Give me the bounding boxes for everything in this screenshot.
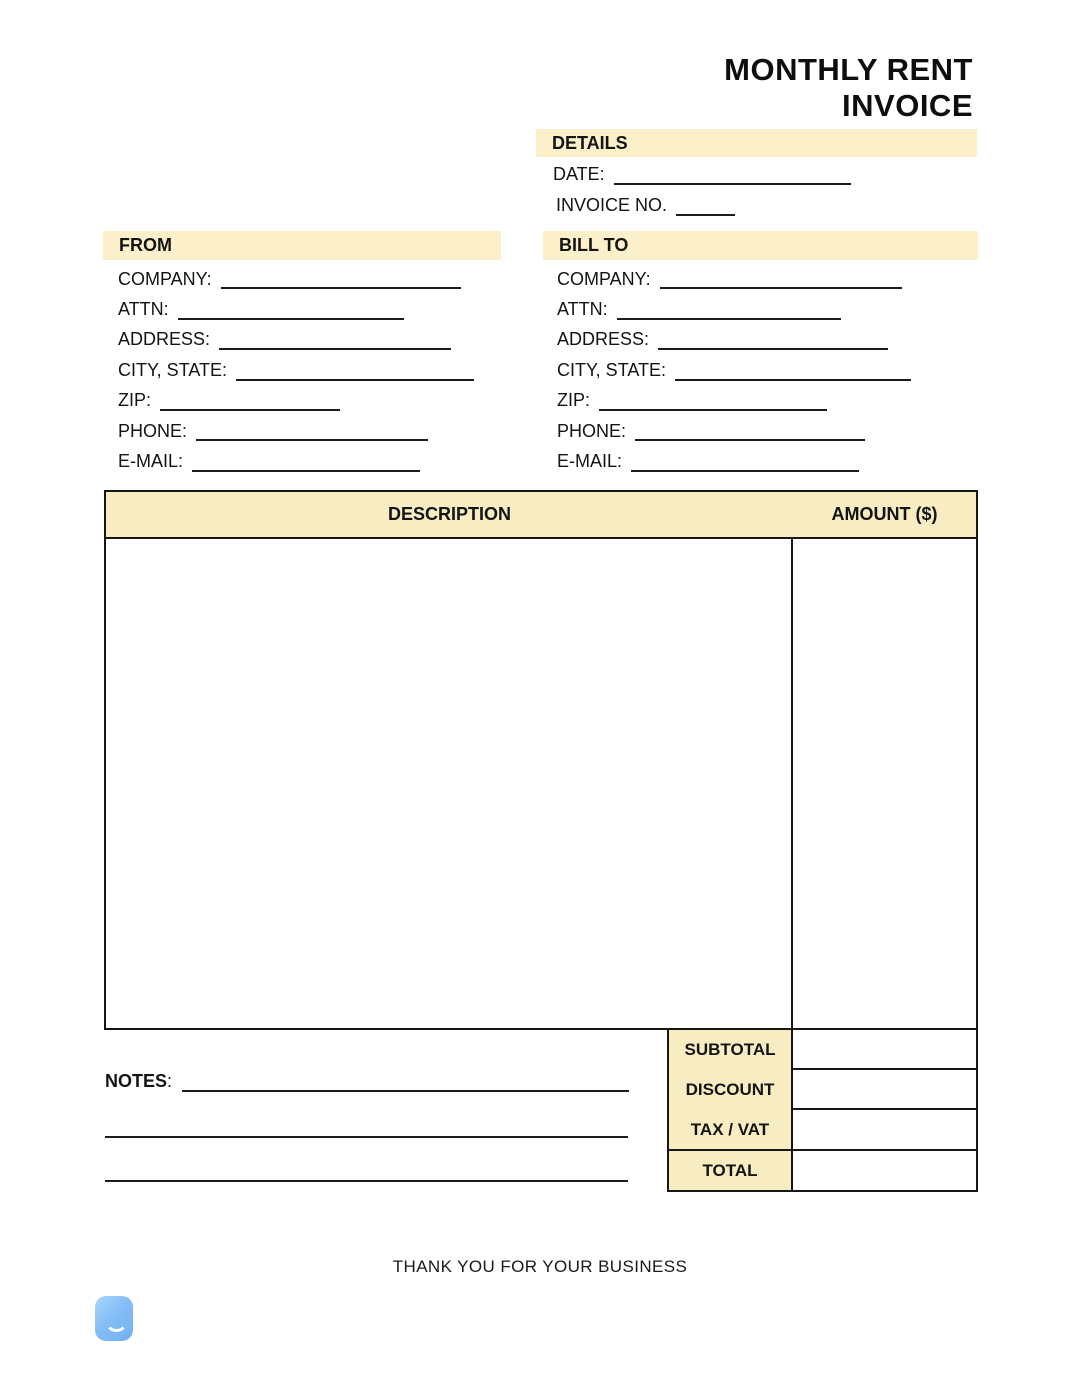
totals-summary — [667, 1030, 978, 1192]
from-header-label: FROM — [119, 235, 172, 255]
bill-to-address-field — [557, 323, 911, 353]
subtotal-label: SUBTOTAL — [667, 1030, 793, 1070]
from-zip-blank-line — [160, 407, 340, 411]
invoice-no-label: INVOICE NO. — [556, 195, 668, 215]
bill-to-attn-field — [557, 292, 911, 322]
from-address-blank-line — [219, 346, 451, 350]
from-section-header — [103, 231, 501, 260]
bill-to-address-blank-line — [658, 346, 888, 350]
bill-to-zip-field — [557, 384, 911, 414]
from-company-label: COMPANY: — [118, 268, 212, 289]
bill-to-phone-blank-line — [635, 437, 865, 441]
page-title — [724, 52, 973, 124]
page-title-line2: INVOICE — [842, 88, 973, 123]
bill-to-city-state-field — [557, 353, 911, 383]
bill-to-email-blank-line — [631, 468, 859, 472]
bill-to-email-field — [557, 444, 911, 474]
from-phone-field — [118, 414, 474, 444]
tax-vat-value-cell — [793, 1110, 978, 1151]
invoice-no-field — [556, 196, 735, 216]
invoice-no-blank-line — [676, 212, 735, 216]
total-value-cell — [793, 1151, 978, 1192]
from-company-field — [118, 262, 474, 292]
bill-to-city-state-blank-line — [675, 377, 911, 381]
bill-to-company-label: COMPANY: — [557, 268, 651, 289]
bill-to-zip-label: ZIP: — [557, 390, 591, 411]
bill-to-email-label: E-MAIL: — [557, 450, 623, 471]
from-fields — [118, 262, 474, 475]
bill-to-zip-blank-line — [599, 407, 827, 411]
notes-blank-line-2 — [105, 1136, 628, 1138]
bill-to-phone-label: PHONE: — [557, 420, 627, 441]
bill-to-section-header — [543, 231, 978, 260]
from-phone-label: PHONE: — [118, 420, 188, 441]
bill-to-company-blank-line — [660, 285, 902, 289]
from-zip-label: ZIP: — [118, 390, 152, 411]
total-label: TOTAL — [667, 1151, 793, 1192]
from-city-state-blank-line — [236, 377, 474, 381]
smile-document-app-icon — [95, 1296, 133, 1341]
date-blank-line — [614, 181, 851, 185]
notes-blank-line-3 — [105, 1180, 628, 1182]
bill-to-attn-blank-line — [617, 316, 841, 320]
amount-cell-blank — [793, 539, 976, 1028]
from-phone-blank-line — [196, 437, 428, 441]
from-city-state-field — [118, 353, 474, 383]
bill-to-attn-label: ATTN: — [557, 298, 608, 319]
notes-field — [105, 1072, 629, 1092]
subtotal-value-cell — [793, 1030, 978, 1070]
from-attn-field — [118, 292, 474, 322]
discount-label: DISCOUNT — [667, 1070, 793, 1110]
date-label: DATE: — [553, 164, 605, 184]
details-header-label: DETAILS — [552, 132, 628, 153]
from-email-field — [118, 444, 474, 474]
from-zip-field — [118, 384, 474, 414]
from-email-label: E-MAIL: — [118, 450, 184, 471]
from-attn-label: ATTN: — [118, 298, 169, 319]
page-title-line1: MONTHLY RENT — [724, 52, 973, 87]
date-field — [553, 165, 851, 185]
from-address-field — [118, 323, 474, 353]
thank-you-message: THANK YOU FOR YOUR BUSINESS — [392, 1257, 688, 1276]
from-address-label: ADDRESS: — [118, 329, 211, 350]
description-cell-blank — [106, 539, 793, 1028]
description-column-header: DESCRIPTION — [387, 504, 511, 524]
from-email-blank-line — [192, 468, 420, 472]
notes-blank-line-1 — [182, 1088, 629, 1092]
amount-column-header: AMOUNT ($) — [831, 504, 938, 524]
tax-vat-label: TAX / VAT — [667, 1110, 793, 1151]
bill-to-header-label: BILL TO — [559, 235, 629, 255]
discount-value-cell — [793, 1070, 978, 1110]
bill-to-fields — [557, 262, 911, 475]
notes-label: NOTES — [105, 1071, 168, 1091]
from-company-blank-line — [221, 285, 461, 289]
details-section-header — [536, 129, 977, 157]
bill-to-address-label: ADDRESS: — [557, 329, 650, 350]
line-items-header-row — [106, 492, 976, 539]
bill-to-city-state-label: CITY, STATE: — [557, 359, 667, 380]
from-city-state-label: CITY, STATE: — [118, 359, 228, 380]
line-items-body — [106, 539, 976, 1028]
line-items-table — [104, 490, 978, 1030]
bill-to-company-field — [557, 262, 911, 292]
bill-to-phone-field — [557, 414, 911, 444]
notes-colon: : — [167, 1071, 173, 1091]
from-attn-blank-line — [178, 316, 404, 320]
